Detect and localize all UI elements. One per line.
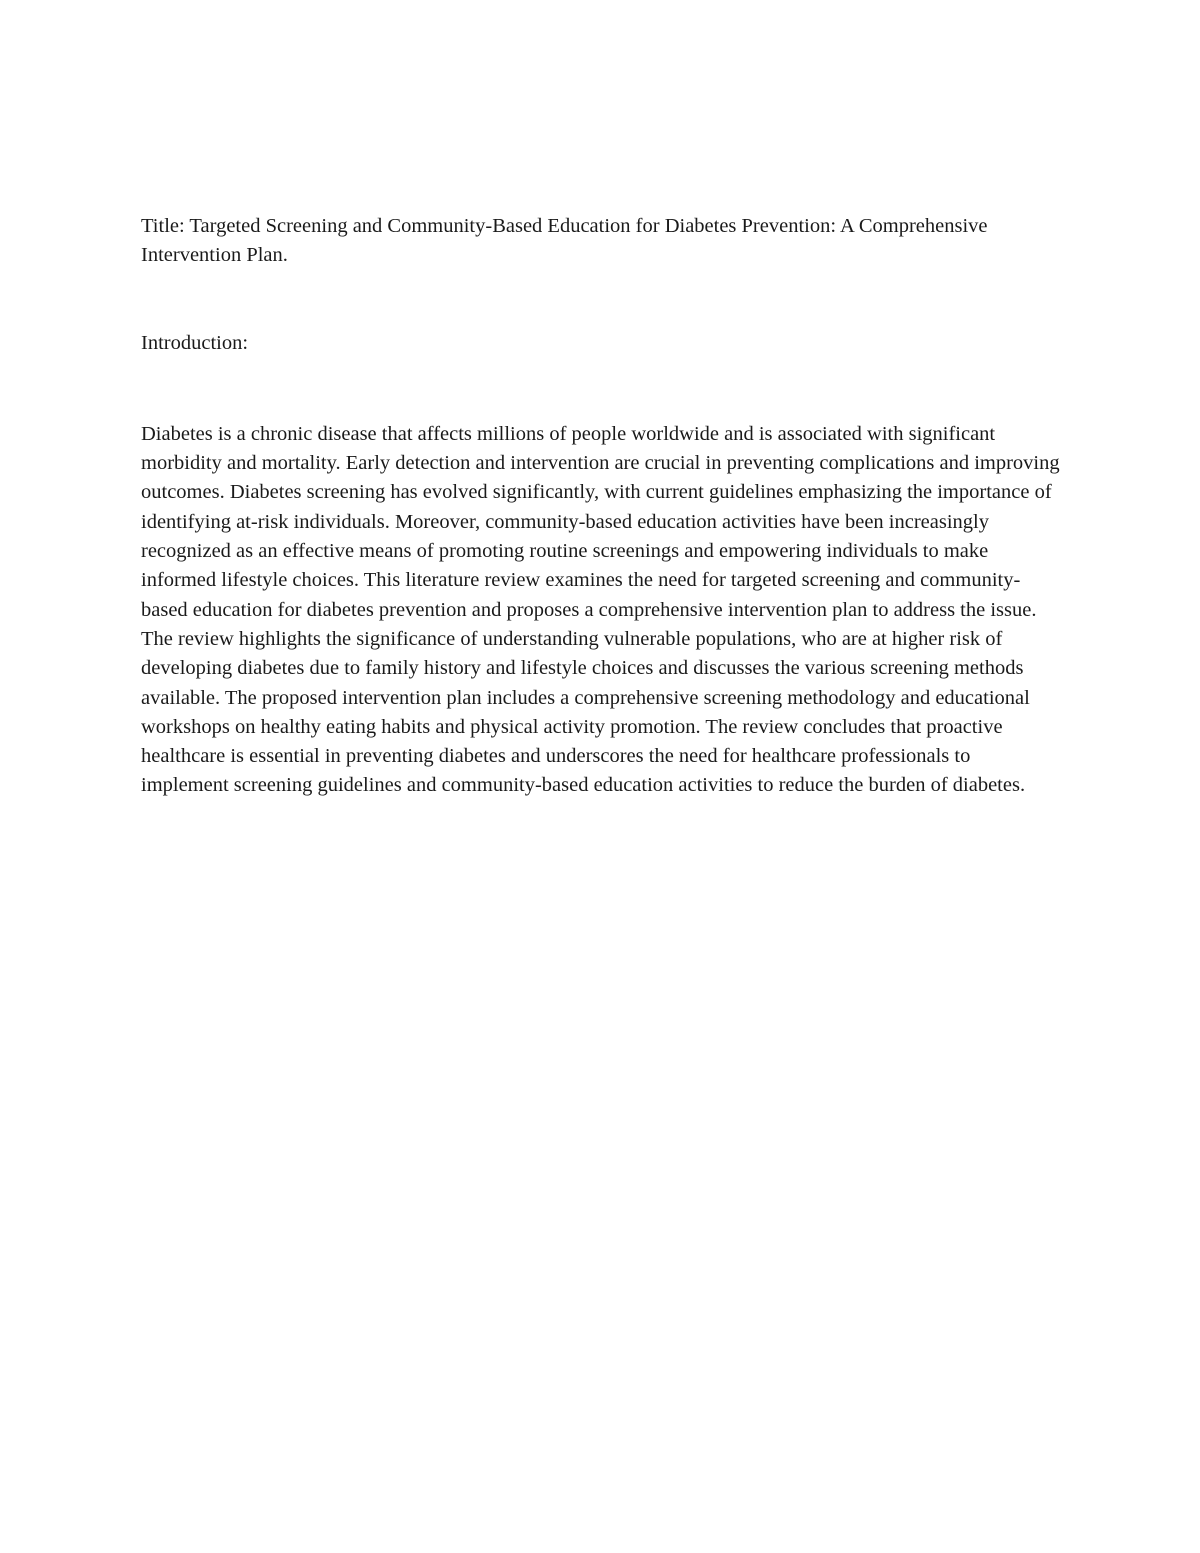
document-title: Title: Targeted Screening and Community-Based Education for Diabetes Prevention: A Comprehensive Intervention Plan. xyxy=(141,215,988,267)
introduction-paragraph: Diabetes is a chronic disease that affects millions of people worldwide and is associated with significant morbidity and mortality. Early detection and intervention are crucial in preventing complications and improving outcomes. Diabetes screening has evolved significantly, with current guidelines emphasizing the importance of identifying at-risk individuals. Moreover, community-based education activities have been increasingly recognized as an effective means of promoting routine screenings and empowering individuals to make informed lifestyle choices. This literature review examines the need for targeted screening and community-based education for diabetes prevention and proposes a comprehensive intervention plan to address the issue. The review highlights the significance of understanding vulnerable populations, who are at higher risk of developing diabetes due to family history and lifestyle choices and discusses the various screening methods available. The proposed intervention plan includes a comprehensive screening methodology and educational workshops on healthy eating habits and physical activity promotion. The review concludes that proactive healthcare is essential in preventing diabetes and underscores the need for healthcare professionals to implement screening guidelines and community-based education activities to reduce the burden of diabetes. xyxy=(141,422,1060,797)
section-heading-introduction: Introduction: xyxy=(141,331,249,354)
document-content xyxy=(141,212,1061,801)
